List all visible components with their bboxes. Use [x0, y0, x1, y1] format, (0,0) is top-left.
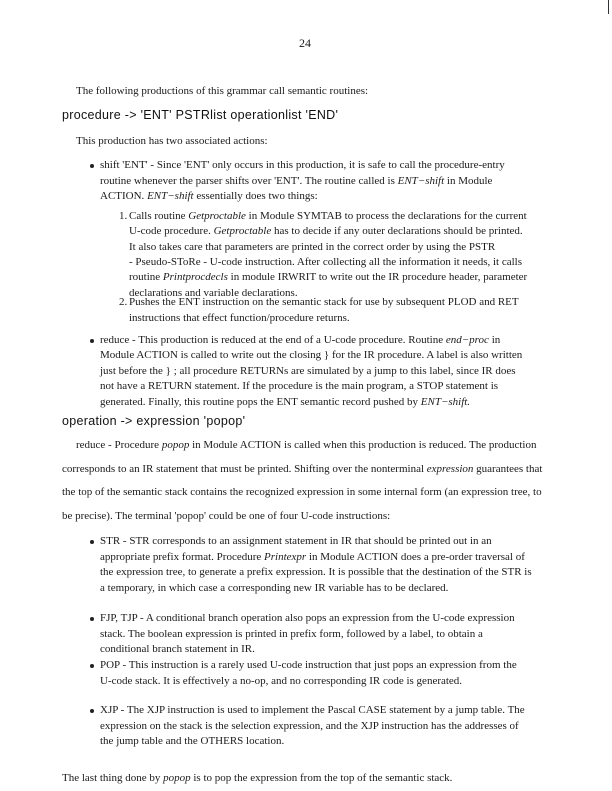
text-line [100, 159, 505, 172]
scan-edge-mark [608, 0, 609, 14]
text-line [100, 659, 517, 672]
text-line [100, 582, 448, 595]
text-line [76, 439, 536, 452]
text-segment: a temporary, in which case a corresponding new IR variable has to be declared. [100, 581, 449, 594]
bullet-icon [90, 540, 94, 544]
italic-term: popop [161, 439, 190, 451]
text-segment: the top of the semantic stack contains the recognized expression in some internal form (an expression tree, to [62, 486, 542, 499]
text-segment: - Pseudo-SToRe - U-code instruction. After collecting all the information it needs, it calls [129, 255, 522, 268]
text-segment: has to decide if any outer declarations should be printed. [271, 225, 523, 238]
text-segment: declarations and variable declarations. [129, 286, 298, 299]
text-segment: in Module [444, 174, 493, 187]
text-line [76, 85, 368, 98]
text-line [100, 334, 500, 347]
text-segment: Module ACTION is called to write out the closing } for the IR procedure. A label is also written [100, 349, 523, 362]
bullet-icon [90, 339, 94, 343]
text-line [62, 463, 542, 476]
list-number-2: 2. [119, 296, 128, 308]
text-segment: U-code procedure. [129, 225, 214, 238]
text-segment: the expression tree, to generate a prefix expression. It is possible that the destination of the STR is [100, 566, 532, 578]
text-segment: the jump table and the OTHERS location. [100, 735, 285, 747]
text-segment: in Module SYMTAB to process the declarations for the current [245, 210, 527, 222]
text-segment: It also takes care that parameters are printed in the correct order by using the PSTR [129, 240, 496, 253]
text-line [100, 175, 492, 188]
text-line [100, 675, 462, 688]
text-segment: routine [129, 271, 163, 284]
text-segment: in Module ACTION is called when this production is reduced. The production [189, 439, 537, 451]
text-line [62, 510, 390, 523]
italic-term: Getproctable [188, 210, 246, 222]
italic-term: Printexpr [264, 550, 307, 563]
text-segment: STR - STR corresponds to an assignment statement in IR that should be printed out in an [100, 535, 492, 547]
text-segment: in module IRWRIT to write out the IR procedure header, parameter [227, 271, 528, 284]
text-segment: XJP - The XJP instruction is used to implement the Pascal CASE statement by a jump table. The [100, 704, 525, 716]
text-segment: FJP, TJP - A conditional branch operation also pops an expression from the U-code expression [100, 612, 515, 624]
text-segment: not have a RETURN statement. If the procedure is the main program, a STOP statement is [100, 380, 499, 393]
text-line [129, 225, 523, 238]
text-line [129, 241, 495, 254]
text-segment: corresponds to an IR statement that must be printed. Shifting over the nonterminal [62, 462, 427, 475]
text-segment: POP - This instruction is a rarely used U-code instruction that just pops an expression from the [100, 659, 517, 671]
text-segment: in Module ACTION does a pre-order traversal of [306, 550, 525, 563]
text-line [100, 380, 498, 393]
text-line [100, 704, 525, 717]
bullet-icon [90, 617, 94, 621]
text-line [129, 296, 519, 309]
text-line [129, 210, 527, 223]
italic-term: ENT−shift [397, 174, 445, 187]
text-segment: reduce - This production is reduced at the end of a U-code procedure. Routine [100, 334, 446, 346]
text-line [100, 643, 255, 656]
italic-term: ENT−shift [147, 190, 194, 202]
text-line [100, 396, 470, 409]
text-line [62, 772, 452, 785]
text-segment: U-code stack. It is effectively a no-op, and no corresponding IR code is generated. [100, 674, 463, 687]
section-heading-operation: operation -> expression 'popop' [62, 414, 246, 428]
text-line [100, 612, 515, 625]
text-segment: be precise). The terminal 'popop' could be one of four U-code instructions: [62, 510, 391, 523]
text-segment: reduce - Procedure [76, 439, 162, 451]
bullet-icon [90, 709, 94, 713]
text-segment: just before the } ; all procedure RETURNs are simulated by a jump to this label, since IR does [100, 364, 516, 377]
text-segment: routine whenever the parser shifts over 'ENT'. The routine called is [100, 174, 398, 187]
text-line [100, 190, 318, 203]
text-line [129, 271, 527, 284]
text-segment: is to pop the expression from the top of the semantic stack. [190, 772, 453, 784]
text-segment: Pushes the ENT instruction on the semantic stack for use by subsequent PLOD and RET [129, 296, 519, 308]
text-segment: essentially does two things: [193, 190, 318, 202]
italic-term: Getproctable [213, 225, 272, 238]
text-segment: expression on the stack is the selection expression, and the XJP instruction has the addresses of [100, 719, 519, 732]
bullet-icon [90, 164, 94, 168]
text-line [76, 135, 268, 148]
text-line [62, 486, 542, 499]
italic-term: expression [426, 462, 474, 475]
text-line [100, 551, 525, 564]
italic-term: end−proc [445, 334, 489, 346]
text-segment: shift 'ENT' - Since 'ENT' only occurs in this production, it is safe to call the procedure-entry [100, 159, 505, 171]
page-number: 24 [299, 36, 311, 50]
text-segment: guarantees that [473, 462, 543, 475]
text-line [100, 566, 532, 579]
bullet-icon [90, 664, 94, 668]
text-line [129, 256, 522, 269]
text-line [100, 535, 492, 548]
text-line [100, 628, 483, 641]
text-segment: Calls routine [129, 210, 189, 222]
text-line [100, 365, 516, 378]
text-line [100, 735, 284, 748]
text-segment: This production has two associated actions: [76, 135, 268, 147]
text-segment: ACTION. [100, 190, 148, 202]
text-segment: conditional branch statement in IR. [100, 643, 255, 655]
text-segment: generated. Finally, this routine pops the ENT semantic record pushed by [100, 395, 421, 408]
text-segment: The following productions of this grammar call semantic routines: [76, 85, 369, 97]
section-heading-procedure: procedure -> 'ENT' PSTRlist operationlist 'END' [62, 108, 339, 122]
text-line [100, 720, 519, 733]
text-line [129, 312, 350, 325]
list-number-1: 1. [119, 210, 128, 222]
italic-term: ENT−shift. [420, 395, 471, 408]
text-segment: instructions that effect function/procedure returns. [129, 311, 350, 324]
italic-term: popop [163, 772, 191, 784]
italic-term: Printprocdecls [162, 271, 228, 284]
text-segment: appropriate prefix format. Procedure [100, 550, 265, 563]
text-line [100, 349, 522, 362]
text-segment: The last thing done by [62, 772, 164, 784]
text-segment: stack. The boolean expression is printed in prefix form, followed by a label, to obtain a [100, 627, 483, 640]
text-segment: in [488, 334, 501, 346]
